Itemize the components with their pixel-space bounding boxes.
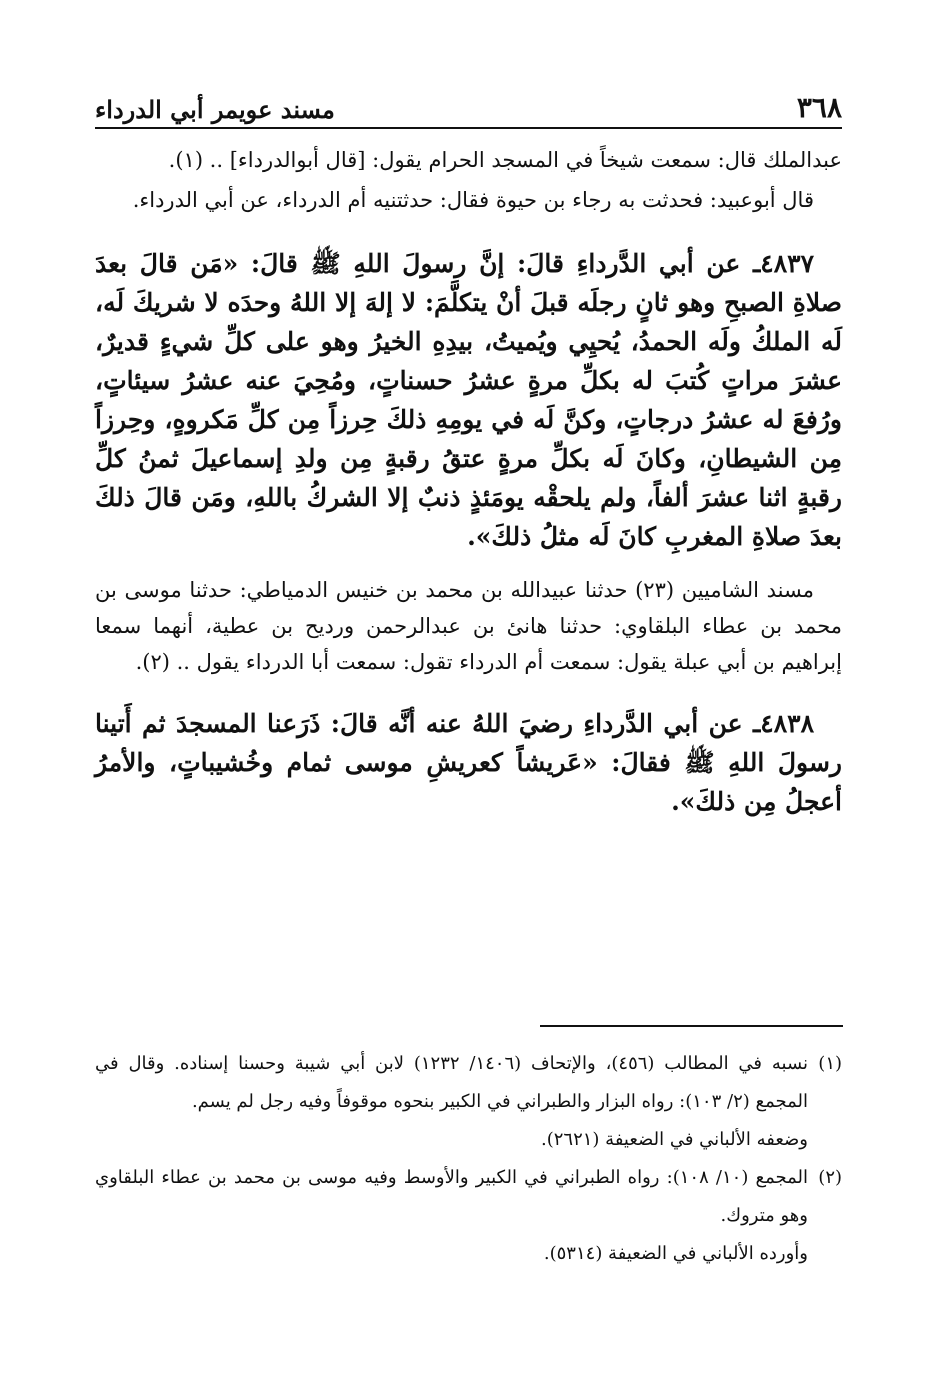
footnote-2-marker: (٢) <box>818 1167 843 1188</box>
narration-end-paragraph: عبدالملك قال: سمعت شيخاً في المسجد الحرام يقول: [قال أبوالدرداء] .. (١). <box>168 148 842 172</box>
footnote-1-extra: وضعفه الألباني في الضعيفة (٢٦٢١). <box>541 1129 808 1150</box>
footnote-2 <box>95 1159 842 1235</box>
footnote-2-extra: وأورده الألباني في الضعيفة (٥٣١٤). <box>543 1243 808 1264</box>
header-divider <box>95 127 842 129</box>
footnote-2-text: المجمع (١٠/ ١٠٨): رواه الطبراني في الكبير والأوسط وفيه موسى بن محمد بن عطاء البلقاوي وهو متروك. <box>95 1167 809 1226</box>
isnad-paragraph: مسند الشاميين (٢٣) حدثنا عبيدالله بن محمد بن خنيس الدمياطي: حدثنا موسى بن محمد بن عطاء البلقاوي: حدثنا هانئ بن عبدالرحمن ورديح بن عطية، أنهما سمعا إبراهيم بن أبي عبلة يقول: سمعت أم الدرداء تقول: سمعت أبا الدرداء يقول .. (٢). <box>95 578 842 674</box>
page-number: ٣٦٨ <box>796 91 842 124</box>
hadith-4838: ٤٨٣٨ـ عن أبي الدَّرداءِ رضيَ اللهُ عنه أنَّه قالَ: ذَرَعنا المسجدَ ثم أَتينا رسولَ اللهِ ﷺ فقالَ: «عَريشاً كعريشِ موسى ثمام وخُشيباتٍ، والأمرُ أعجلُ مِن ذلكَ». <box>95 709 842 816</box>
footnote-1-marker: (١) <box>818 1053 843 1074</box>
main-text <box>95 142 842 821</box>
footnote-1 <box>95 1045 842 1121</box>
page-header <box>95 88 842 124</box>
abu-ubaid-paragraph: قال أبوعبيد: فحدثت به رجاء بن حيوة فقال: حدثتنيه أم الدرداء، عن أبي الدرداء. <box>132 188 814 212</box>
footnote-1-text: نسبه في المطالب (٤٥٦)، والإتحاف (١٤٠٦/ ١٢٣٢) لابن أبي شيبة وحسنا إسناده. وقال في المجمع (٢/ ١٠٣): رواه البزار والطبراني في الكبير بنحوه موقوفاً وفيه رجل لم يسم. <box>95 1053 809 1112</box>
footnotes <box>95 1045 842 1273</box>
running-title: مسند عويمر أبي الدرداء <box>95 95 335 124</box>
footnote-divider <box>540 1025 843 1027</box>
hadith-4837: ٤٨٣٧ـ عن أبي الدَّرداءِ قالَ: إنَّ رسولَ اللهِ ﷺ قالَ: «مَن قالَ بعدَ صلاةِ الصبحِ وهو ثانٍ رجلَه قبلَ أنْ يتكلَّمَ: لا إلهَ إلا اللهُ وحدَه لا شريكَ لَه، لَه الملكُ ولَه الحمدُ، يُحيِي ويُميتُ، بيدِهِ الخيرُ وهو على كلِّ شيءٍ قديرٌ، عشرَ مراتٍ كُتبَ له بكلِّ مرةٍ عشرُ حسناتٍ، ومُحِيَ عنه عشرُ سيئاتٍ، ورُفعَ له عشرُ درجاتٍ، وكنَّ لَه في يومِهِ ذلكَ حِرزاً مِن كلِّ مَكروهٍ، وحِرزاً مِن الشيطانِ، وكانَ لَه بكلِّ مرةٍ عتقُ رقبةٍ مِن ولدِ إسماعيلَ ثمنُ كلِّ رقبةٍ اثنا عشرَ ألفاً، ولم يلحقْه يومَئذٍ ذنبٌ إلا الشركُ باللهِ، ومَن قالَ ذلكَ بعدَ صلاةِ المغربِ كانَ لَه مثلُ ذلكَ». <box>95 249 842 551</box>
